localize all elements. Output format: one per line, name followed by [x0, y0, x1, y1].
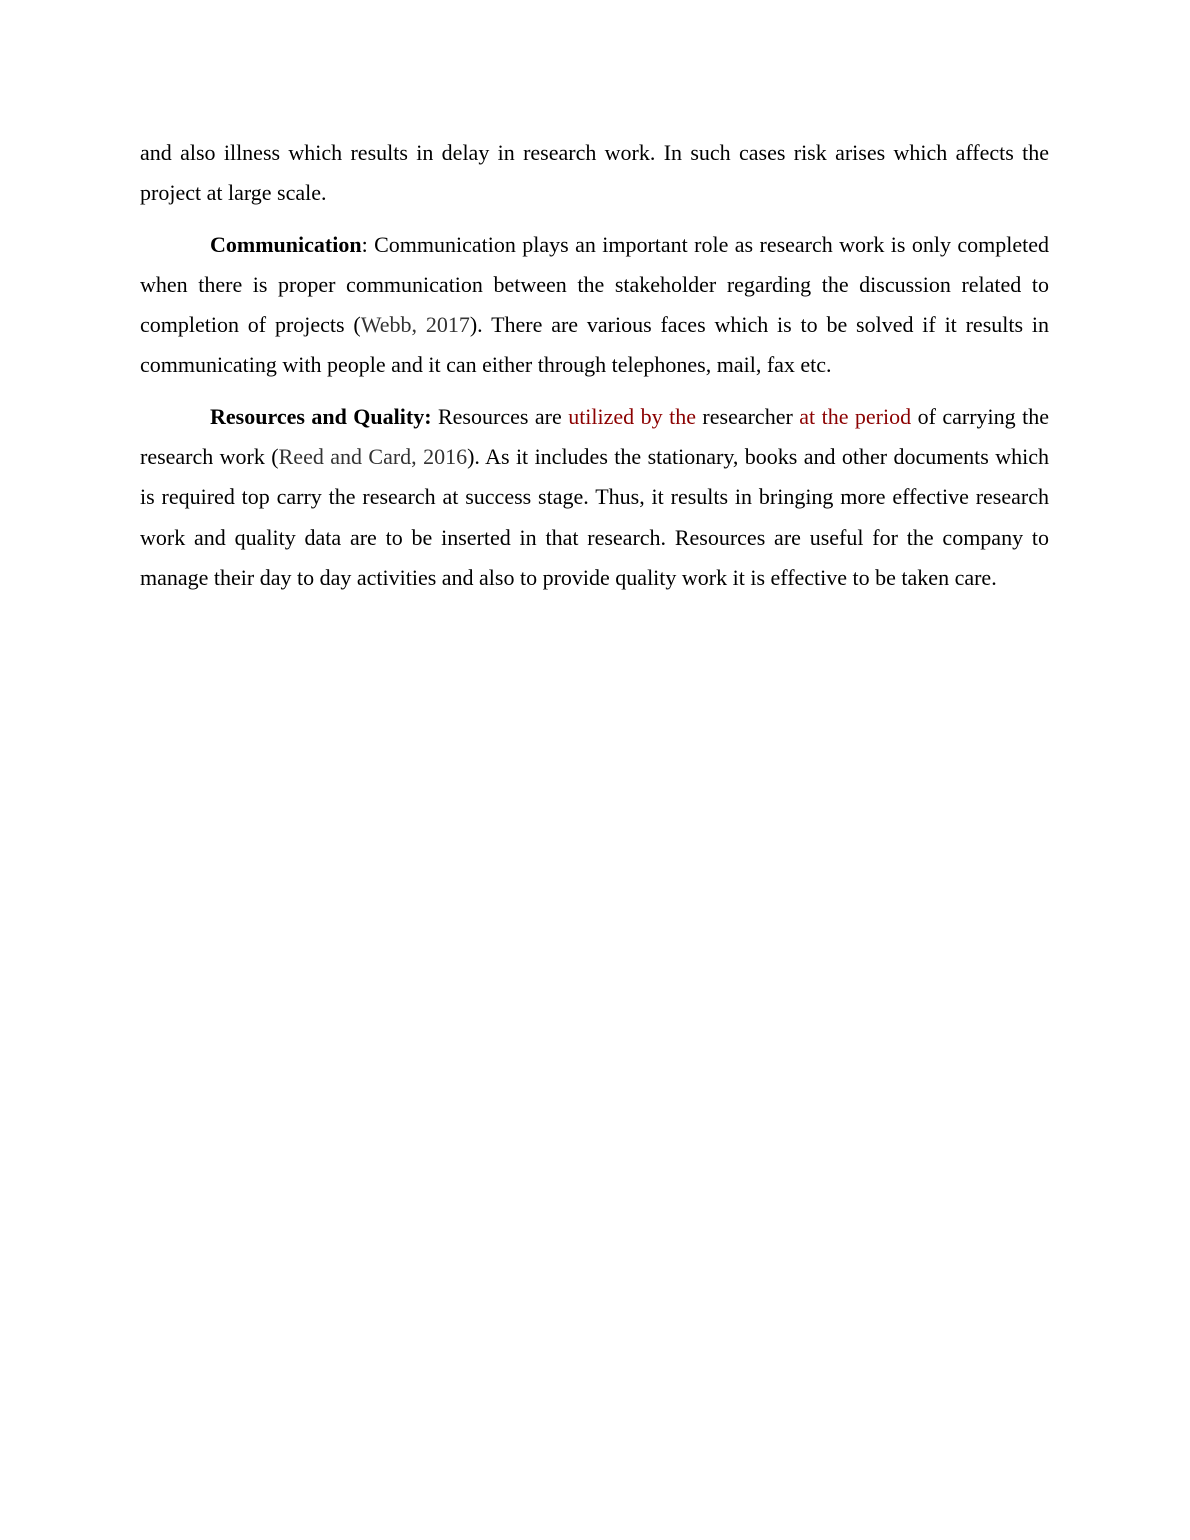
highlighted-phrase: at the period	[799, 403, 912, 429]
paragraph-resources-quality	[140, 397, 1049, 598]
document-body	[140, 133, 1049, 609]
paragraph-text: Communication plays an important role as research work is only completed when there is proper communication between the stakeholder regarding the discussion related to completion of projects (	[140, 231, 1049, 338]
paragraph-text: ). As it includes the stationary, books and other documents which is required top carry the research at success stage. Thus, it results in bringing more effective research work and quality data are to be inserted in that research. Resources are useful for the company to manage their day to day activities and also to provide quality work it is effective to be taken care.	[140, 444, 1050, 590]
paragraph-text: of carrying the research work (	[140, 403, 1049, 470]
resources-quality-heading: Resources and Quality:	[210, 403, 432, 429]
paragraph-communication	[140, 225, 1049, 386]
paragraph-text: researcher	[695, 403, 800, 429]
paragraph-text: Resources are	[431, 403, 569, 429]
communication-heading: Communication	[210, 231, 362, 257]
heading-colon: :	[361, 231, 368, 257]
paragraph-illness-continuation	[140, 133, 1049, 214]
citation-reed-card: Reed and Card, 2016	[278, 444, 468, 470]
paragraph-text: ). There are various faces which is to be solved if it results in communicating with people and it can either through telephones, mail, fax etc.	[140, 312, 1049, 378]
citation-webb: Webb, 2017	[360, 312, 470, 338]
highlighted-phrase: utilized by the	[568, 403, 696, 429]
paragraph-text: and also illness which results in delay in research work. In such cases risk arises which affects the project at large scale.	[140, 140, 1049, 206]
